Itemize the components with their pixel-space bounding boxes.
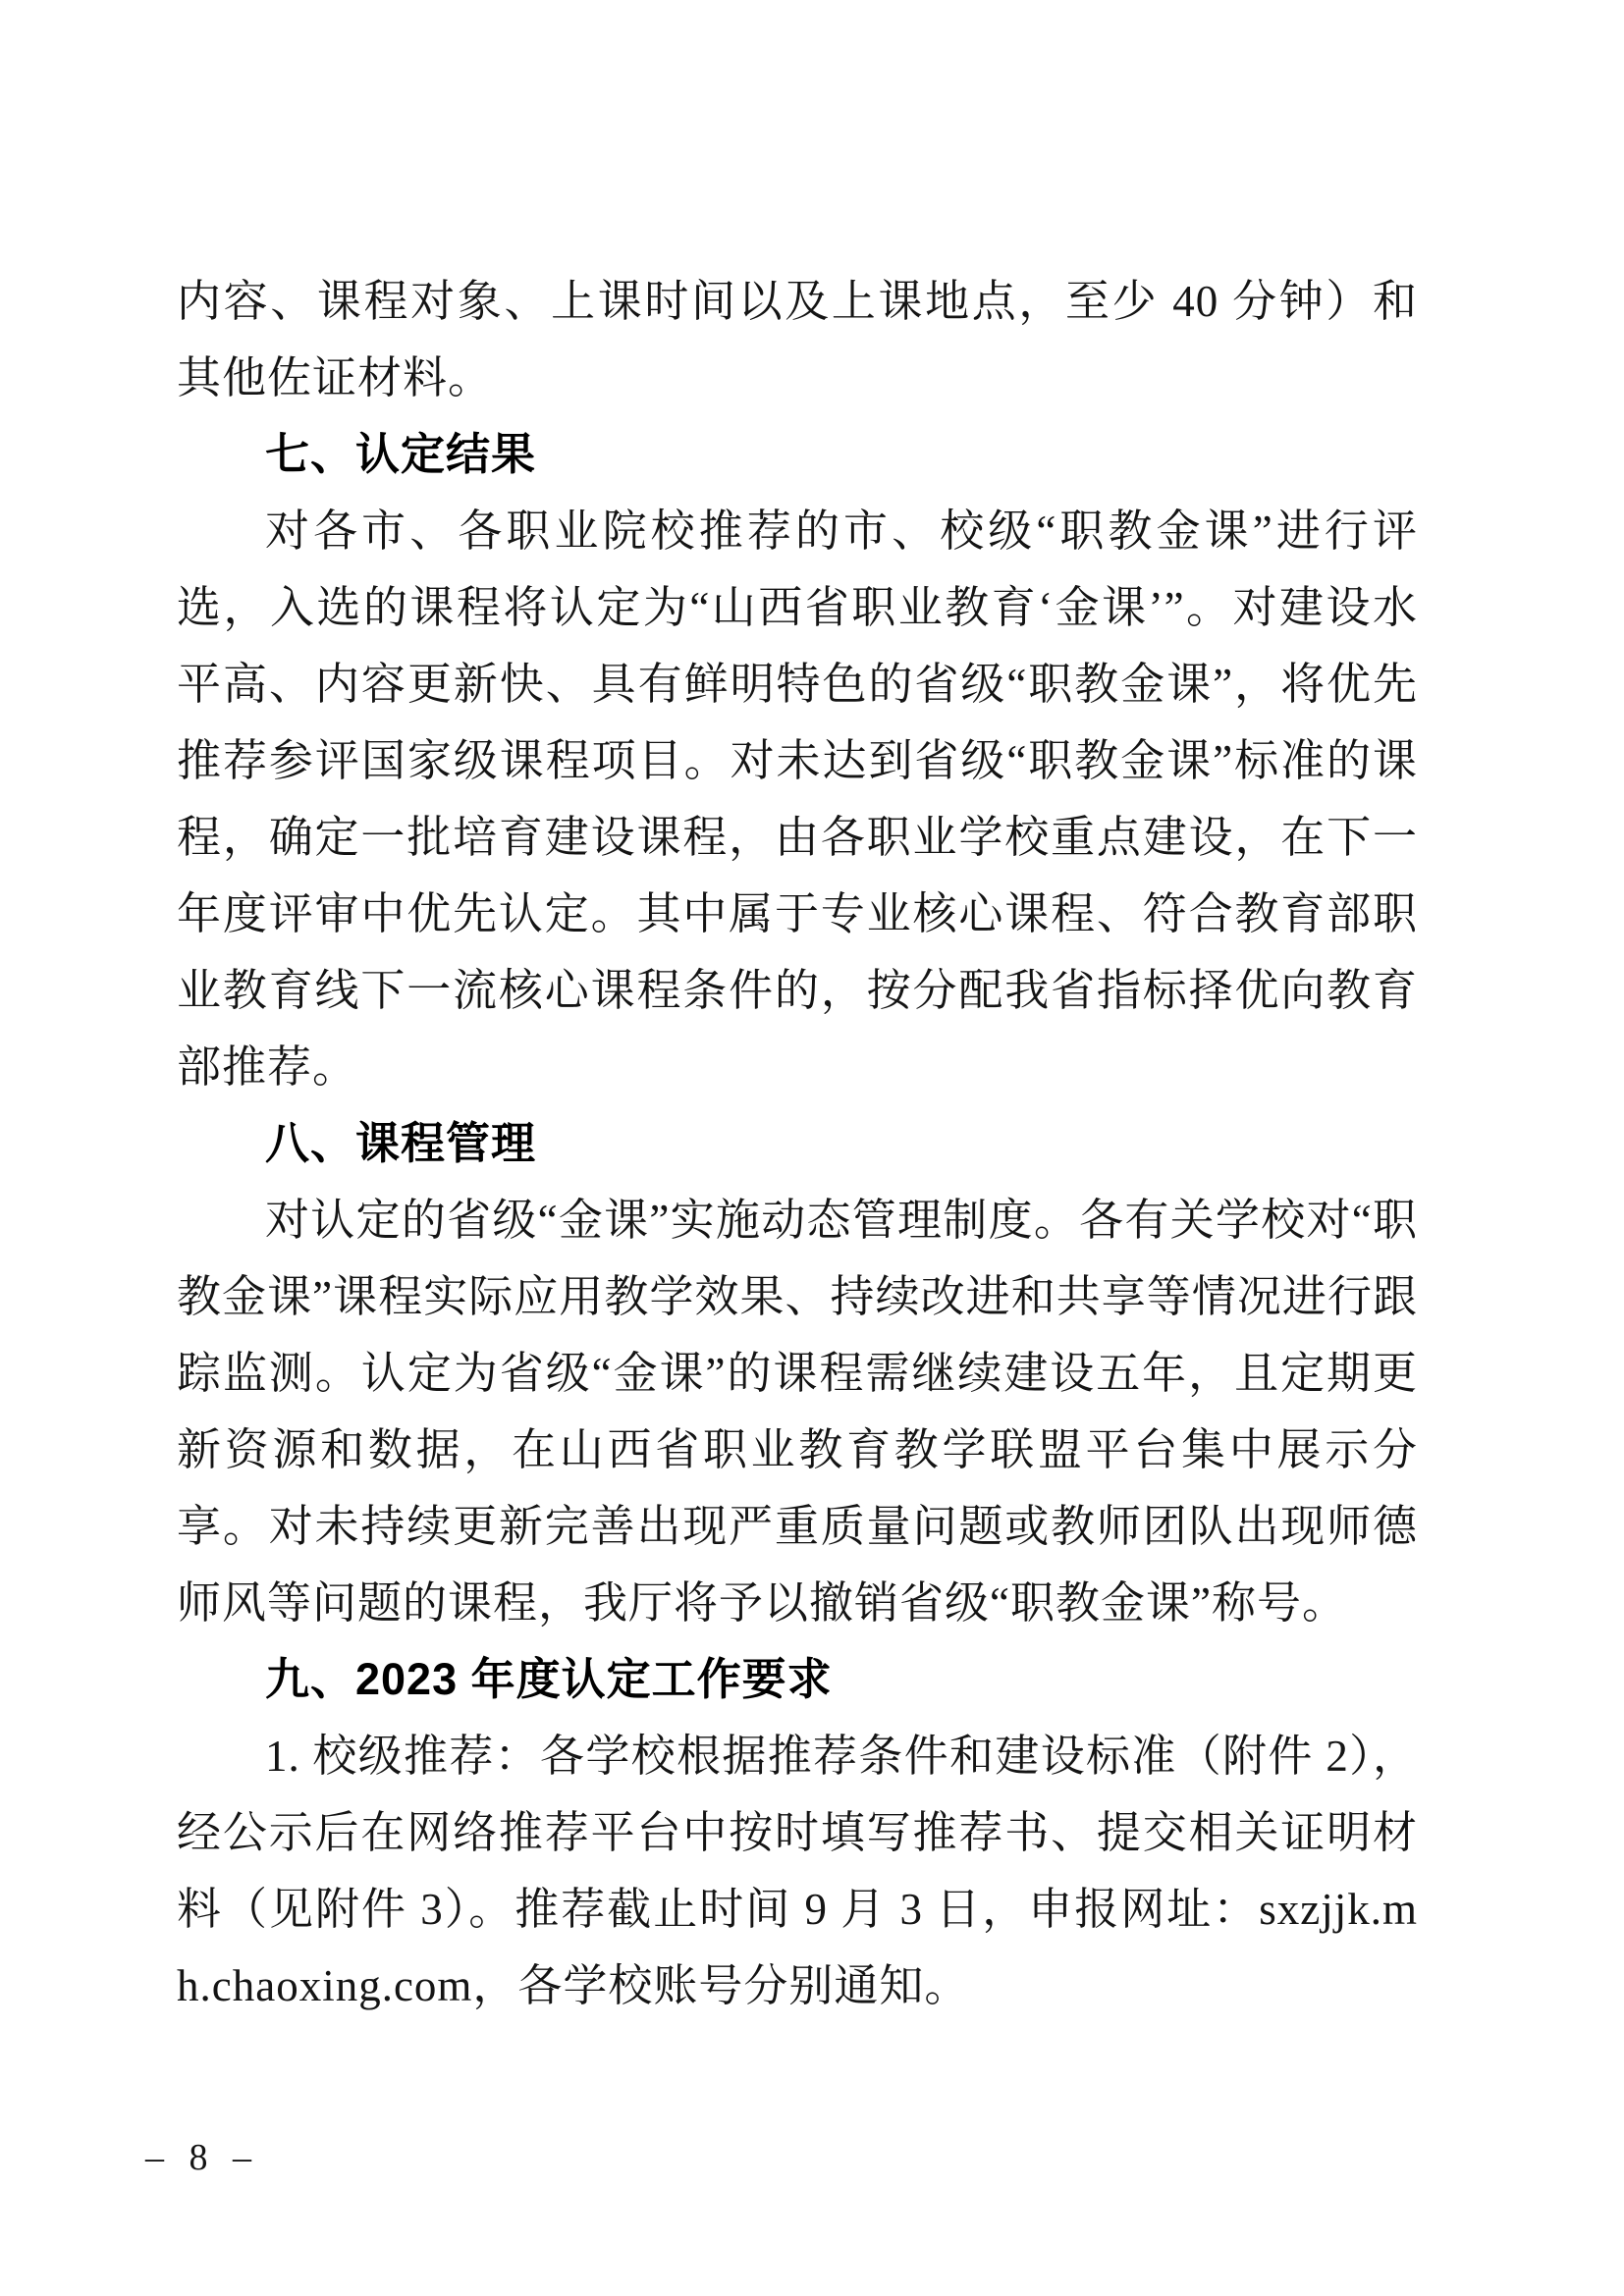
page-number: – 8 – <box>145 2137 259 2178</box>
paragraph-continuation: 内容、课程对象、上课时间以及上课地点，至少 40 分钟）和其他佐证材料。 <box>177 277 1418 402</box>
paragraph-section-8: 对认定的省级“金课”实施动态管理制度。各有关学校对“职教金课”课程实际应用教学效果、持续改进和共享等情况进行跟踪监测。认定为省级“金课”的课程需继续建设五年，且定期更新资源和数据，在山西省职业教育教学联盟平台集中展示分享。对未持续更新完善出现严重质量问题或教师团队出现师德师风等问题的课程，我厅将予以撤销省级“职教金课”称号。 <box>177 1196 1418 1628</box>
section-heading-8: 八、课程管理 <box>265 1118 537 1168</box>
section-heading-9: 九、2023 年度认定工作要求 <box>265 1654 833 1704</box>
paragraph-section-9: 1. 校级推荐：各学校根据推荐条件和建设标准（附件 2），经公示后在网络推荐平台中按时填写推荐书、提交相关证明材料（见附件 3）。推荐截止时间 9 月 3 日，申报网址：sxzjjk.mh.chaoxing.com，各学校账号分别通知。 <box>177 1732 1418 2010</box>
page-content <box>177 263 1418 2024</box>
paragraph-section-7: 对各市、各职业院校推荐的市、校级“职教金课”进行评选，入选的课程将认定为“山西省职业教育‘金课’”。对建设水平高、内容更新快、具有鲜明特色的省级“职教金课”，将优先推荐参评国家级课程项目。对未达到省级“职教金课”标准的课程，确定一批培育建设课程，由各职业学校重点建设，在下一年度评审中优先认定。其中属于专业核心课程、符合教育部职业教育线下一流核心课程条件的，按分配我省指标择优向教育部推荐。 <box>177 507 1418 1092</box>
section-heading-7: 七、认定结果 <box>265 429 537 479</box>
